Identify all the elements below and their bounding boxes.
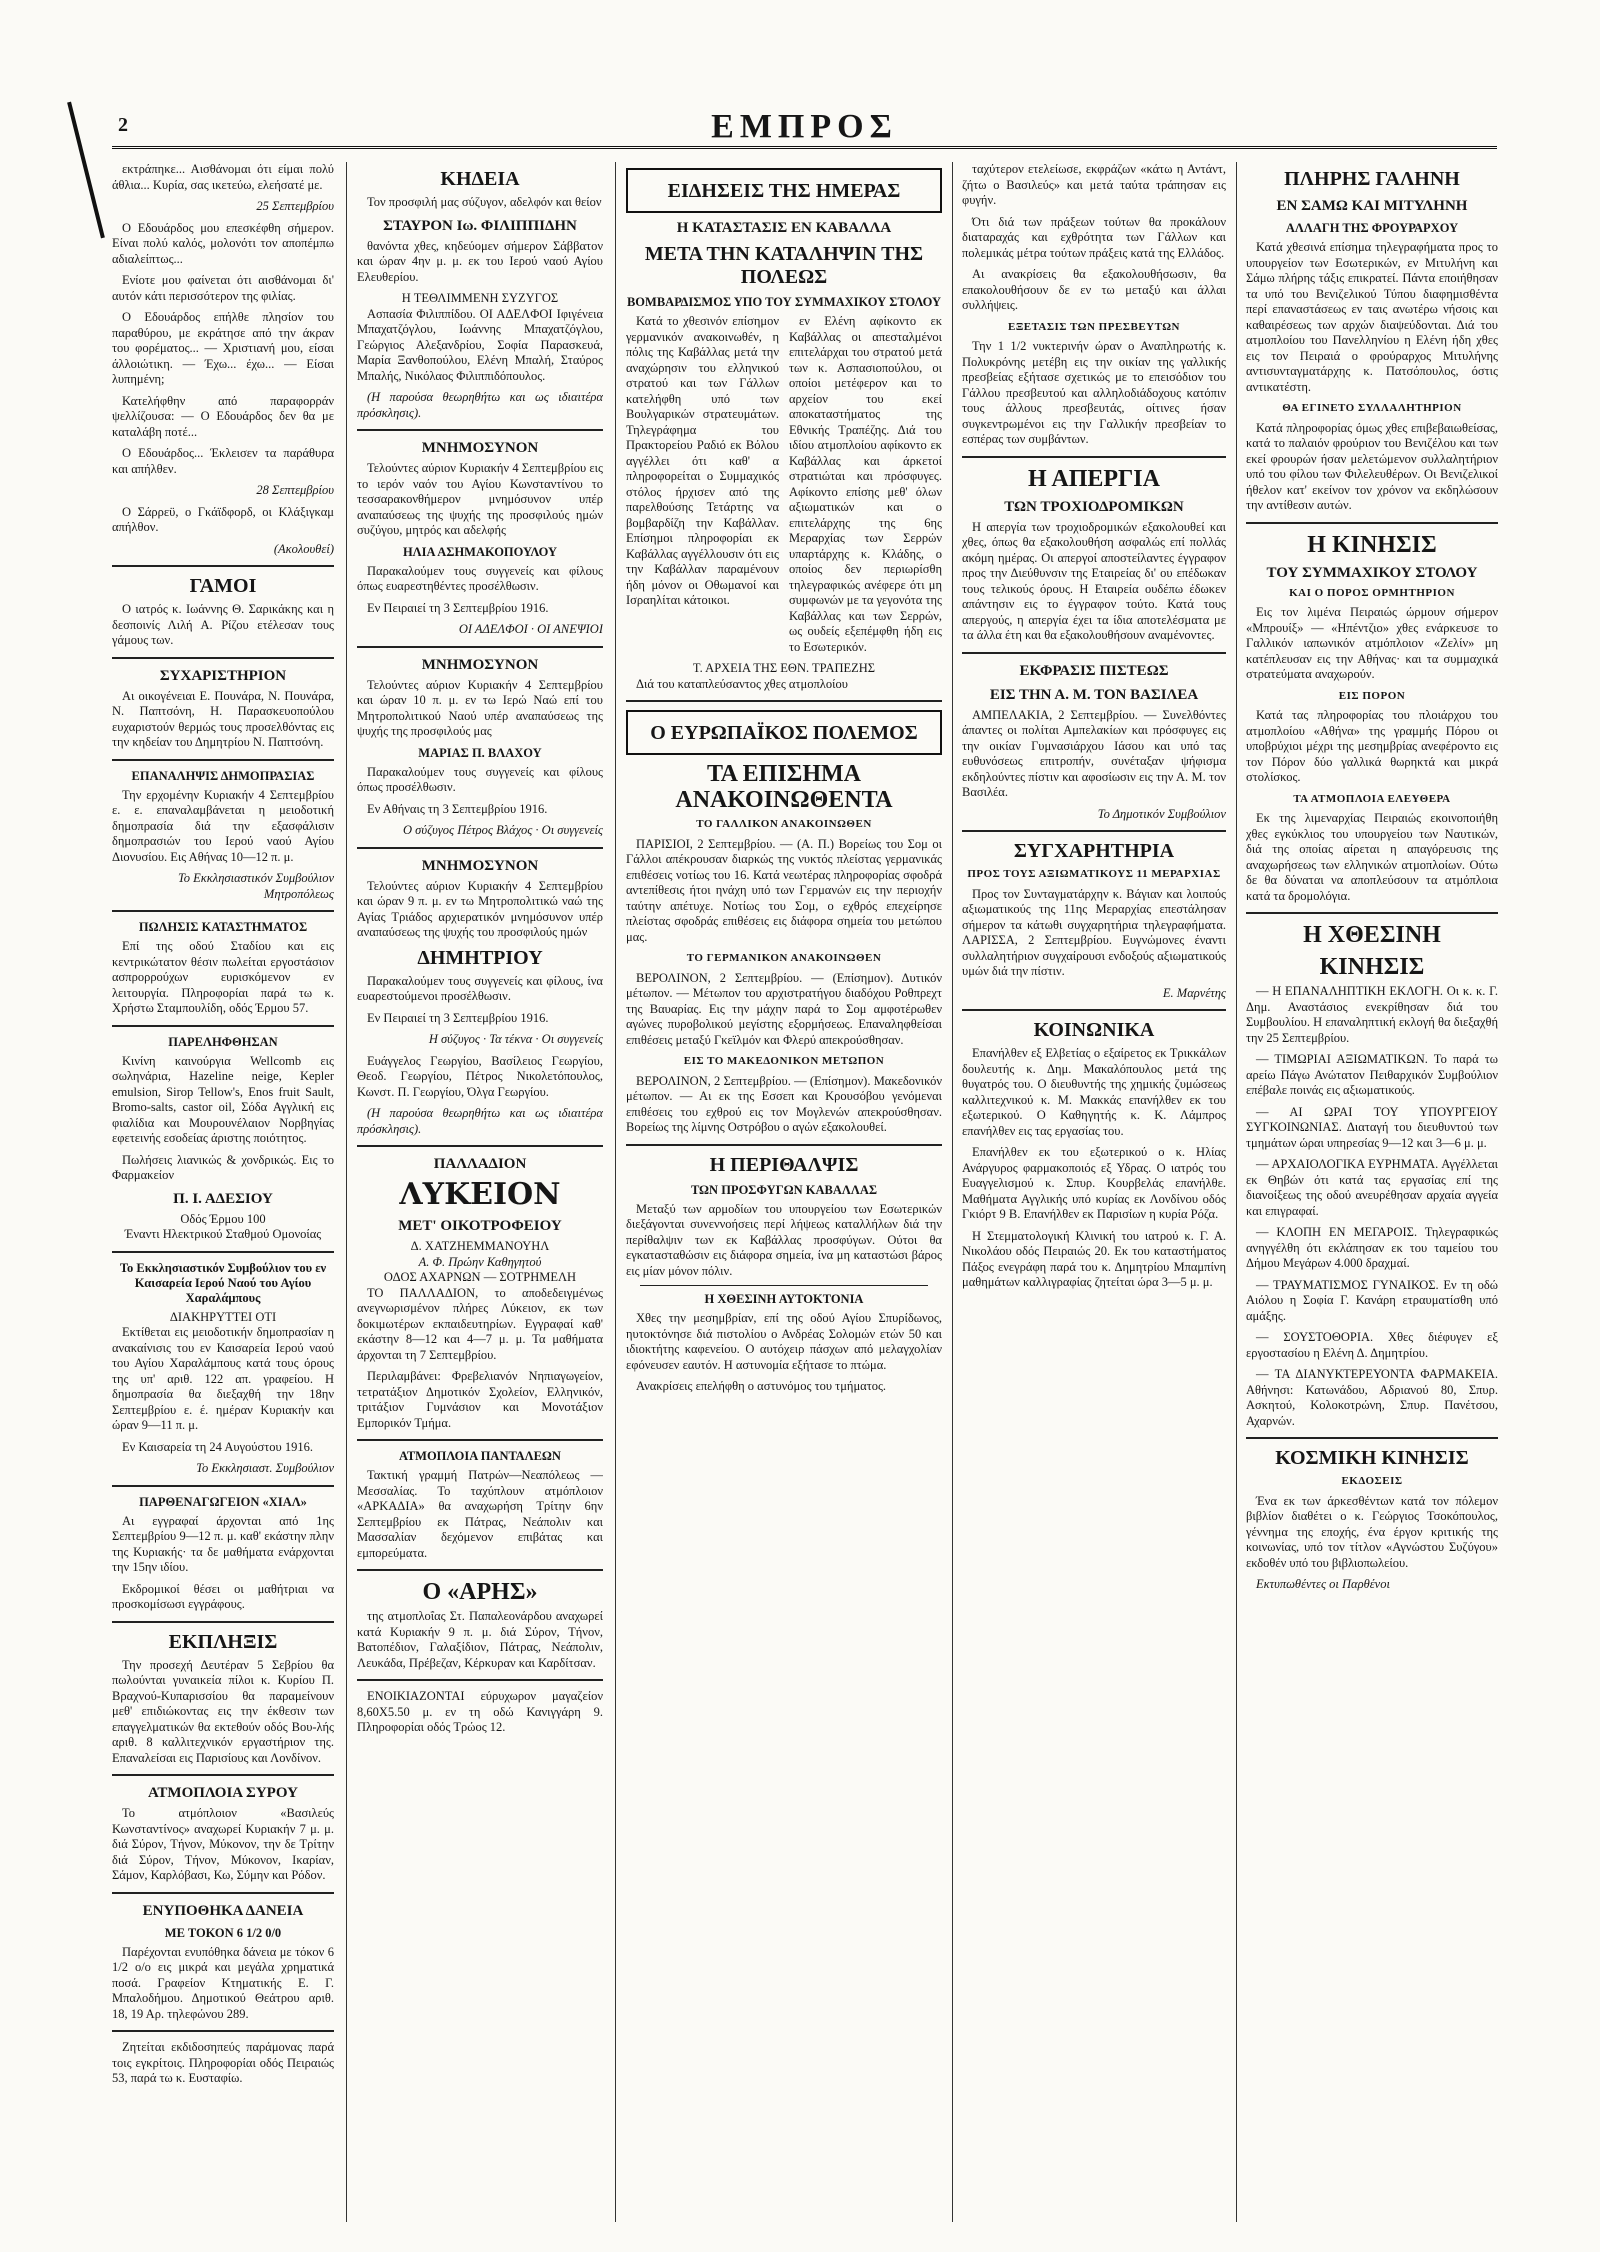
column-rule bbox=[1236, 162, 1237, 2222]
notice-text: Τελούντες αύριον Κυριακήν 4 Σεπτεμβρίου και ώραν 10 π. μ. εν τω Ιερώ Ναώ επί του Μητροπολιτικού Ναού υπέρ αναπαύσεως της ψυχής της προσφιλούς μας bbox=[357, 677, 603, 738]
column-5 bbox=[1246, 162, 1498, 2222]
headline-sub: ΕΝ ΣΑΜΩ ΚΑΙ ΜΙΤΥΛΗΝΗ bbox=[1276, 198, 1468, 214]
notice-text: Την ερχομένην Κυριακήν 4 Σεπτεμβρίου ε. ε. επαναλαμβάνεται η μειοδοτική δημοπρασία διά την εξασφάλισιν δημοπρασιών του Ιερού ναού Αγίου Διονυσίου. Εις Αθήνας 10—12 π. μ. bbox=[112, 787, 334, 864]
divider bbox=[962, 456, 1226, 458]
dispatch-head: ΤΟ ΓΑΛΛΙΚΟΝ ΑΝΑΚΟΙΝΩΘΕΝ bbox=[696, 818, 872, 830]
headline-sub: ΕΙΣ ΤΗΝ Α. Μ. ΤΟΝ ΒΑΣΙΛΕΑ bbox=[989, 686, 1199, 703]
notice-signature: Το Εκκλησιαστ. Συμβούλιον bbox=[196, 1461, 334, 1475]
ad-text: Την προσεχή Δευτέραν 5 Σεβρίου θα πωλούνται γυναικεία πίλοι κ. Κυρίου Π. Βραχνού-Κυπαρισσίου θα παραμείνουν μεθ' επιδιώκοντας εις την έκθεσιν των επαγγελματικών θα εκτεθούν οδός Βου-λής αριθ. 8 καλλιτεχνικόν εργαστήριον της. Επαναλείσαι εις Παρισίους και Λονδίνον. bbox=[112, 1657, 334, 1765]
notice-text: Τελούντες αύριον Κυριακήν 4 Σεπτεμβρίου και ώραν 9 π. μ. εν τω Μητροπολιτικώ ναώ της Αγίας Τριάδος αρχιερατικόν μνημόσυνον υπέρ αναπαύσεως της ψυχής του προσφιλούς ημών bbox=[357, 878, 603, 939]
section-title: ΚΟΙΝΩΝΙΚΑ bbox=[1033, 1019, 1155, 1041]
notice-date: Εν Πειραιεί τη 3 Σεπτεμβρίου 1916. bbox=[367, 600, 549, 615]
headline: ΣΥΓΧΑΡΗΤΗΡΙΑ bbox=[1013, 840, 1175, 862]
two-column-article bbox=[626, 314, 942, 661]
notice-text: Αι οικογένειαι Ε. Πουνάρα, Ν. Πουνάρα, Ν. Παπτσόνη, Η. Παρασκευοπούλου ευχαριστούν θερμώς τους προσελθόντας εις την κηδείαν του Δημητρίου Ν. Παπτσόνη. bbox=[112, 688, 334, 749]
masthead-rule bbox=[112, 146, 1497, 149]
column-rule bbox=[952, 162, 953, 2222]
headline-sub: ΤΟΥ ΣΥΜΜΑΧΙΚΟΥ ΣΤΟΛΟΥ bbox=[1266, 564, 1478, 581]
article-text: Επανήλθεν εκ του εξωτερικού ο κ. Ηλίας Ανάργυρος φαρμακοποιός εξ Υδρας. Ο ιατρός του Ευαγγελισμού κ. Σπυρ. Κουρβελάς επανήλθε. Μαθήματα Αγγλικής υπό κυρίας εκ Λονδίνου οδός Γκιόρτ 9 Β. Επανήλθεν εκ Παρισίων η κυρία Ρόζα. bbox=[962, 1145, 1226, 1221]
divider bbox=[1246, 1437, 1498, 1439]
section-subtitle: ΕΚΔΟΣΕΙΣ bbox=[1341, 1475, 1403, 1487]
newspaper-title: ΕΜΠΡΟΣ bbox=[711, 108, 898, 145]
section-title: ΑΤΜΟΠΛΟΙΑ ΣΥΡΟΥ bbox=[148, 1785, 298, 1801]
headline-sub: ΤΩΝ ΠΡΟΣΦΥΓΩΝ ΚΑΒΑΛΛΑΣ bbox=[690, 1182, 878, 1197]
dispatch-head: ΕΙΣ ΠΟΡΟΝ bbox=[1338, 689, 1406, 702]
article-text: ΑΜΠΕΛΑΚΙΑ, 2 Σεπτεμβρίου. — Συνελθόντες άπαντες οι πολίται Αμπελακίων και πρόσφυγες εις την οικίαν Γυμνασιάρχου Ιάσου και υπό τας ευθυνόσεως επιτροπήν, συνέταξαν ψήφισμα εκδηλούντες πίστιν και αφοσίωσιν εις την Α. Μ. τον Βασιλέα. bbox=[962, 707, 1226, 799]
dispatch-head: ΕΞΕΤΑΣΙΣ ΤΩΝ ΠΡΕΣΒΕΥΤΩΝ bbox=[1007, 320, 1180, 333]
notice-note: (Η παρούσα θεωρηθήτω και ως ιδιαιτέρα πρόσκλησις). bbox=[357, 1106, 603, 1136]
section-title: ΚΗΔΕΙΑ bbox=[440, 168, 520, 190]
article-text: ταχύτερον ετελείωσε, εκφράζων «κάτω η Αντάντ, ζήτω ο Βασιλεύς» και μετά ταύτα τράπησαν εις φυγήν. bbox=[962, 162, 1226, 207]
serial-text: Κατελήφθην από παραφορράν ψελλίζουσα: — Ο Εδουάρδος δεν θα με καταλάβη ποτέ... bbox=[112, 393, 334, 439]
article-text: Εκτυπωθέντες οι Παρθένοι bbox=[1256, 1577, 1390, 1591]
divider bbox=[626, 1144, 942, 1146]
divider bbox=[357, 429, 603, 431]
divider bbox=[112, 910, 334, 912]
headline: Η ΧΘΕΣΙΝΗ ΑΥΤΟΚΤΟΝΙΑ bbox=[704, 1292, 864, 1306]
notice-text: Παρακαλούμεν τους συγγενείς και φίλους όπως προσέλθωσιν. bbox=[357, 764, 603, 794]
school-title: ΛΥΚΕΙΟΝ bbox=[399, 1177, 561, 1212]
notice-text: Ευάγγελος Γεωργίου, Βασίλειος Γεωργίου, Θεοδ. Γεωργίου, Πέτρος Νικολετόπουλος, Κωνστ. Π. Γεωργίου, Όλγα Γεωργίου. bbox=[357, 1053, 603, 1099]
column-4 bbox=[962, 162, 1226, 2222]
notice-text: Αι εγγραφαί άρχονται από 1ης Σεπτεμβρίου 9—12 π. μ. καθ' εκάστην πλην της Κυριακής· τα δε μαθήματα ενάρχονται την 15ην ιδίου. bbox=[112, 1513, 334, 1574]
masthead bbox=[112, 108, 1497, 148]
article-text: Η απεργία των τροχιοδρομικών εξακολουθεί και χθες, όπως θα εξακολουθήση ασφαλώς επί πολλάς ακόμη ημέρας. Οι απεργοί αποστείλαντες έγγραφον προς την Διεύθυνσιν της Εταιρείας δι' ου επέδωκαν τους τελικούς όρους. Η Εταιρεία ουδέπω έδωκεν απάντησιν εις το έγγραφον τούτο. Κατά τους απεργούς, η απεργία έχει τα ίδια αποτελέσματα με τα άλλα έτη και θα εξακολουθήσουν αναμένοντες. bbox=[962, 519, 1226, 642]
serial-text: εκτράπηκε... Αισθάνομαι ότι είμαι πολύ άθλια... Κυρία, σας ικετεύω, ελεήσατέ με. bbox=[112, 162, 334, 192]
headline-sub: ΑΛΛΑΓΗ ΤΗΣ ΦΡΟΥΡΑΡΧΟΥ bbox=[1285, 221, 1459, 235]
ad-text: Παρέχονται ενυπόθηκα δάνεια με τόκον 6 1/2 ο/ο εις μικρά και μεγάλα χρηματικά ποσά. Γραφείον Κτηματικής Ε. Γ. Μπαλοδήμου. Δημοτικού Θεάτρου αριθ. 18, 19 Αρ. τηλεφώνου 289. bbox=[112, 1944, 334, 2021]
page-number: 2 bbox=[118, 114, 128, 136]
headline-box bbox=[626, 168, 942, 213]
section-title: ΓΑΜΟΙ bbox=[189, 575, 257, 597]
divider bbox=[357, 1569, 603, 1571]
dispatch-head: ΘΑ ΕΓΙΝΕΤΟ ΣΥΛΛΑΛΗΤΗΡΙΟΝ bbox=[1282, 402, 1462, 414]
divider bbox=[112, 1892, 334, 1894]
news-item: — ΤΙΜΩΡΙΑΙ ΑΞΙΩΜΑΤΙΚΩΝ. Το παρά τω αρείω Πάγω Ανώτατον Πειθαρχικόν Συμβούλιον επέβαλε ποινάς εις αξιωματικούς. bbox=[1246, 1052, 1498, 1097]
article-text: Εκ της λιμεναρχίας Πειραιώς εκοινοποιήθη χθες εγκύκλιος του υπουργείου των Ναυτικών, διά της οποίας αίρεται η απαγόρευσις της αναχωρήσεως των ελληνικών ατμοπλοίων. Ούτω δε θα δύναται να αποπλεύσουν τα ατμόπλοια κατά τα δρομολόγια. bbox=[1246, 811, 1498, 903]
section-title: ΕΙΔΗΣΕΙΣ ΤΗΣ ΗΜΕΡΑΣ bbox=[667, 180, 901, 202]
column-2 bbox=[357, 162, 603, 2222]
notice-date: Εν Πειραιεί τη 3 Σεπτεμβρίου 1916. bbox=[367, 1010, 549, 1025]
section-title: ΚΟΣΜΙΚΗ ΚΙΝΗΣΙΣ bbox=[1275, 1447, 1469, 1469]
article-text: Διά του καταπλεύσαντος χθες ατμοπλοίου bbox=[636, 676, 848, 691]
deceased-name: ΔΗΜΗΤΡΙΟΥ bbox=[417, 946, 543, 969]
news-item: — ΑΙ ΩΡΑΙ ΤΟΥ ΥΠΟΥΡΓΕΙΟΥ ΣΥΓΚΟΙΝΩΝΙΑΣ. Διαταγή του διευθυντού των τμημάτων ώραι υπηρεσίας 9—12 και 3—6 μ. μ. bbox=[1246, 1104, 1498, 1150]
headline-sub: ΜΕΤΑ ΤΗΝ ΚΑΤΑΛΗΨΙΝ ΤΗΣ ΠΟΛΕΩΣ bbox=[644, 243, 924, 288]
divider bbox=[112, 1025, 334, 1027]
divider bbox=[357, 1439, 603, 1441]
notice-text: Τον προσφιλή μας σύζυγον, αδελφόν και θείον bbox=[367, 195, 602, 209]
dispatch-head: ΤΑ ΑΤΜΟΠΛΟΙΑ ΕΛΕΥΘΕΡΑ bbox=[1293, 792, 1451, 805]
notice-signature: Το Εκκλησιαστικόν Συμβούλιον Μητροπόλεως bbox=[177, 871, 334, 901]
divider bbox=[357, 1145, 603, 1147]
article-text: Ότι διά των πράξεων τούτων θα προκάλουν διαταραχάς και εχθρότητα των Γάλλων και πολεμικάς μέτρα τούτων πράξεις κατά της Ελλάδος. bbox=[962, 214, 1226, 260]
article-text: Η Στεμματολογική Κλινική του ιατρού κ. Γ. Α. Νικολάου οδός Πειραιώς 20. Εκ του καταστήματος Πάξος ενεγράφη παρά του κ. Δημητρίου Μπαμπίνη μαθημάτων καλλιγραφίας ζητείται ώρα 3—5 μ. μ. bbox=[962, 1228, 1226, 1289]
article-text: ΒΕΡΟΛΙΝΟΝ, 2 Σεπτεμβρίου. — (Επίσημον). Δυτικόν μέτωπον. — Μέτωπον του αρχιστρατήγου διαδόχου Ροθπρεχτ της Βαυαρίας. Εις την μάχην παρά το Σομ αμφοτέρωθεν αγώνες πυροβολικού μεγίστης εξορμήσεως. Επαναληφθείσαι επιθέσεις μεταξύ Γκεϊλμόν και Φλερύ απεκρούσθησαν. bbox=[626, 970, 942, 1047]
divider bbox=[112, 2030, 334, 2032]
notice-text: Παρακαλούμεν τους συγγενείς και φίλους όπως ευαρεστηθέντες προσέλθωσιν. bbox=[357, 563, 603, 593]
pharmacy-name: Π. Ι. ΑΔΕΣΙΟΥ bbox=[173, 1190, 273, 1207]
section-title: ΚΙΝΗΣΙΣ bbox=[1319, 954, 1425, 980]
headline: Η ΚΙΝΗΣΙΣ bbox=[1307, 531, 1437, 558]
pharmacy-location: Έναντι Ηλεκτρικού Σταθμού Ομονοίας bbox=[124, 1227, 322, 1241]
ad-text: ΤΟ ΠΑΛΛΑΔΙΟΝ, το αποδεδειγμένως ανεγνωρισμένον πλήρες Λύκειον, εκ των δοκιμωτέρων εκπαιδευτηρίων. Εγγραφαί καθ' εκάστην 8—12 και 4—7 μ. μ. Τα μαθήματα άρχονται τη 7 Σεπτεμβρίου. bbox=[357, 1285, 603, 1362]
section-title: Η ΧΘΕΣΙΝΗ bbox=[1303, 922, 1441, 948]
article-text: Προς τον Συνταγματάρχην κ. Βάγιαν και λοιπούς αξιωματικούς της 11ης Μεραρχίας επεστάλησαν σήμερον τα κάτωθι συγχαρητήρια τηλεγραφήματα. ΛΑΡΙΣΣΑ, 2 Σεπτεμβρίου. Ευγνώμονες έναντι συλλαλητήριον συγχαίρουσι ενδοξούς αξιωματικούς υμών διά την πίστιν. bbox=[962, 886, 1226, 978]
section-title: ΑΤΜΟΠΛΟΙΑ ΠΑΝΤΑΛΕΩΝ bbox=[399, 1449, 561, 1463]
section-title: Ο «ΑΡΗΣ» bbox=[422, 1579, 538, 1605]
news-item: — ΚΛΟΠΗ ΕΝ ΜΕΓΑΡΟΙΣ. Τηλεγραφικώς ανηγγέλθη ότι εκλάπησαν εκ του ταμείου του Δήμου Μεγάρων 4.000 δραχμαί. bbox=[1246, 1225, 1498, 1270]
ad-text: της ατμοπλοΐας Στ. Παπαλεονάρδου αναχωρεί κατά Κυριακήν 9 π. μ. διά Σύρον, Τήνον, Βατοπέδιον, Γαλαξίδιον, Πάτρας, Νεάπολιν, Λευκάδα, Πρέβεζαν, Κέρκυραν και Καρδίτσαν. bbox=[357, 1609, 603, 1670]
news-item: — ΤΡΑΥΜΑΤΙΣΜΟΣ ΓΥΝΑΙΚΟΣ. Εν τη οδώ Αιόλου η Σοφία Γ. Κανάρη ετραυματίσθη υπό αμάξης. bbox=[1246, 1277, 1498, 1323]
notice-date: Εν Καισαρεία τη 24 Αυγούστου 1916. bbox=[122, 1439, 313, 1454]
divider bbox=[112, 1774, 334, 1776]
article-text: ΒΕΡΟΛΙΝΟΝ, 2 Σεπτεμβρίου. — (Επίσημον). Μακεδονικόν μέτωπον. — Αι εκ της Εσσεπ και Κρουσόβου γενόμεναι επιθέσεις του εχθρού εις τον Μογλενών απεκρούσθησαν. Βορείως της λίμνης Οστρόβου ο αγών εξακολουθεί. bbox=[626, 1073, 942, 1134]
headline: Η ΚΑΤΑΣΤΑΣΙΣ ΕΝ ΚΑΒΑΛΛΑ bbox=[676, 220, 892, 236]
divider bbox=[626, 700, 942, 702]
headline-sub: ΚΑΙ Ο ΠΟΡΟΣ ΟΡΜΗΤΗΡΙΟΝ bbox=[1289, 586, 1455, 599]
article-text: Κατά το χθεσινόν επίσημον γερμανικόν ανακοινωθέν, η πόλις της Καβάλλας μετά την αναχώρησιν του ελληνικού στρατού και των Γάλλων κατελήφθη υπό των Βουλγαρικών στρατευμάτων. Τηλεγράφημα του Πρακτορείου Ραδιό εκ Βόλου αγγέλλει ότι καθ' α πληροφορείται ο Συμμαχικός στόλος ήρχισεν από της παρελθούσης Τετάρτης να βομβαρδίζη την Καβάλλαν. Επίσημοι πληροφορίαι εκ Καβάλλας αγγέλλουσιν ότι εις την Καβάλλαν παραμένουν ήδη μόνον οι Οθωμανοί και Ισραηλίται κάτοικοι. bbox=[626, 314, 779, 607]
section-title: ΜΝΗΜΟΣΥΝΟΝ bbox=[421, 440, 539, 456]
divider bbox=[357, 1679, 603, 1681]
headline: Ο ΕΥΡΩΠΑΪΚΟΣ ΠΟΛΕΜΟΣ bbox=[650, 722, 918, 744]
school-director: Δ. ΧΑΤΖΗΕΜΜΑΝΟΥΗΛ bbox=[410, 1239, 550, 1253]
divider bbox=[357, 646, 603, 648]
headline-sub: ΤΑ ΕΠΙΣΗΜΑ ΑΝΑΚΟΙΝΩΘΕΝΤΑ bbox=[675, 761, 893, 813]
pen-mark bbox=[67, 102, 105, 239]
news-item: — ΣΟΥΣΤΟΘΟΡΙΑ. Χθες διέφυγεν εξ εργοστασίου η Ελένη Δ. Δημητρίου. bbox=[1246, 1330, 1498, 1360]
notice-text: Ασπασία Φιλιππίδου. ΟΙ ΑΔΕΛΦΟΙ Ιφιγένεια Μπαχατζόγλου, Ιωάννης Μπαχατζόγλου, Γεώργιος Αλεξανδρίου, Σοφία Παρασκευά, Μαρία Ξανθοπούλου, Ελένη Μπαλή, Σταύρος Μπαλής, Νικόλαος Φιλιππιδόπουλος. bbox=[357, 306, 603, 383]
article-subhead: Τ. ΑΡΧΕΙΑ ΤΗΣ ΕΘΝ. ΤΡΑΠΕΖΗΣ bbox=[692, 661, 876, 675]
school-subtitle: ΜΕΤ' ΟΙΚΟΤΡΟΦΕΙΟΥ bbox=[398, 1218, 562, 1234]
divider bbox=[112, 1251, 334, 1253]
ad-text: Το ατμόπλοιον «Βασιλεύς Κωνσταντίνος» αναχωρεί Κυριακήν 7 μ. μ. διά Σύρον, Τήνον, Μύκονον, την δε Τρίτην διά Σύρον, Τήνον, Μύκονον, Ικαρίαν, Σάμον, Καρλόβασι, Κω, Σύμην και Ρόδον. bbox=[112, 1806, 334, 1882]
notice-text: Παρακαλούμεν τους συγγενείς και φίλους, ίνα ευαρεστούμενοι προσέλθωσιν. bbox=[357, 973, 603, 1003]
section-title: ΠΑΡΕΛΗΦΘΗΣΑΝ bbox=[168, 1034, 278, 1049]
headline-box bbox=[626, 710, 942, 755]
divider bbox=[112, 759, 334, 761]
headline: Η ΑΠΕΡΓΙΑ bbox=[1028, 465, 1160, 492]
school-address: ΟΔΟΣ ΑΧΑΡΝΩΝ — ΣΟΤΡΗΜΕΛΗ bbox=[383, 1270, 577, 1284]
ad-text: Περιλαμβάνει: Φρεβελιανόν Νηπιαγωγείον, τετρατάξιον Δημοτικόν Σχολείον, Ελληνικόν, τριτάξιον Γυμνάσιον και Μονοτάξιον Εμπορικόν Τμήμα. bbox=[357, 1369, 603, 1430]
serial-date: 28 Σεπτεμβρίου bbox=[256, 483, 334, 497]
section-title: ΕΚΠΛΗΞΙΣ bbox=[168, 1630, 278, 1653]
ad-text: ΕΝΟΙΚΙΑΖΟΝΤΑΙ εύρυχωρον μαγαζείον 8,60Χ5.50 μ. εν τη οδώ Κανιγγάρη 9. Πληροφορίαι οδός Τρώος 12. bbox=[357, 1689, 603, 1734]
divider bbox=[112, 565, 334, 567]
ad-text: Πωλήσεις λιανικώς & χονδρικώς. Εις το Φαρμακείον bbox=[112, 1152, 334, 1182]
article-text: ΠΑΡΙΣΙΟΙ, 2 Σεπτεμβρίου. — (Α. Π.) Βορείως του Σομ οι Γάλλοι απέκρουσαν διαρκώς της νυκτός πλείστας γερμανικάς επιθέσεις νοτίως του 16. Κατά νεωτέρας πληροφορίας σφοδρά αντεπίθεσις ήτοι ηνάχη υπό των Γερμανών εις την περιοχήν ταύτην απέτυχε. Νοτίως του Σομ, ο εχθρός επεχείρησε πλείστας σφοδράς επιθέσεις εις διάφορα σημεία του μετώπου μας. bbox=[626, 836, 942, 944]
article-text: Αι ανακρίσεις θα εξακολουθήσωσιν, θα επακολουθήσουν δε εν τω μεταξύ και άλλαι συλλήψεις. bbox=[962, 267, 1226, 312]
notice-text: Τελούντες αύριον Κυριακήν 4 Σεπτεμβρίου εις το ιερόν ναόν του Αγίου Κωνσταντίνου το τεσσαρακονθήμερον μνημόσυνον υπέρ αναπαύσεως της ψυχής της προσφιλούς ημών συζύγου, μητρός και αδελφής bbox=[357, 461, 603, 537]
notice-text: Επί της οδού Σταδίου και εις κεντρικώτατον θέσιν πωλείται εργοστάσιον ασπρορρούχων ευρισκόμενον εν λειτουργία. Πληροφορίαι παρά τω κ. Χρήστω Σταμπουλίδη, οδός Έρμου 57. bbox=[112, 939, 334, 1015]
divider bbox=[962, 830, 1226, 832]
notice-text: θανόντα χθες, κηδεύομεν σήμερον Σάββατον και ώραν 4ην μ. μ. εκ του Ιερού ναού Αγίου Ελευθερίου. bbox=[357, 238, 603, 284]
article-text: Επανήλθεν εξ Ελβετίας ο εξαίρετος εκ Τρικκάλων δουλευτής κ. Δημ. Μακαλόπουλος μετά της θυγατρός του. Ο διευθυντής της χημικής ζυμώσεως καλλιτεχνικού κ. Μ. Μακκάς επανήλθεν εκ του εξωτερικού. Ο Καθηγητής κ. Κ. Λάμπρος επανήλθεν εις τας εργασίας του. bbox=[962, 1046, 1226, 1138]
section-title: ΕΝΥΠΟΘΗΚΑ ΔΑΝΕΙΑ bbox=[142, 1902, 304, 1919]
article-text: Εις τον λιμένα Πειραιώς ώρμουν σήμερον «Μπρουίξ» — «Ηπέντζιο» χθες ενάρκευσε το Γαλλικόν ιαπωνικόν ατμόπλοιον «Ζελίν» μη κατέπλευσαν εις την Αθήνας· και τα συμμαχικά στρατεύματα αναχωρούν. bbox=[1246, 605, 1498, 681]
notice-signature: Η ΤΕΘΛΙΜΜΕΝΗ ΣΥΖΥΓΟΣ bbox=[401, 291, 559, 305]
serial-text: Ενίοτε μου φαίνεται ότι αισθάνομαι δι' αυτόν κάτι περισσότερον της φιλίας. bbox=[112, 273, 334, 303]
column-3 bbox=[626, 162, 942, 2222]
section-title: ΠΩΛΗΣΙΣ ΚΑΤΑΣΤΗΜΑΤΟΣ bbox=[138, 920, 308, 934]
divider bbox=[962, 652, 1226, 654]
headline: ΠΛΗΡΗΣ ΓΑΛΗΝΗ bbox=[1284, 168, 1460, 190]
section-subtitle: ΜΕ ΤΟΚΟΝ 6 1/2 0/0 bbox=[164, 1925, 282, 1940]
school-name: ΠΑΛΛΑΔΙΟΝ bbox=[433, 1156, 527, 1172]
notice-signature: ΟΙ ΑΔΕΛΦΟΙ · ΟΙ ΑΝΕΨΙΟΙ bbox=[458, 622, 603, 636]
news-item: — Η ΕΠΑΝΑΛΗΠΤΙΚΗ ΕΚΛΟΓΗ. Οι κ. κ. Γ. Δημ. Αναστάσιος ενεκρίθησαν διά του Συμβουλίου. Η επαναληπτική εκλογή θα διεξαχθή την 25 Σεπτεμβρίου. bbox=[1246, 984, 1498, 1045]
ad-text: Κινίνη καινούργια Wellcomb εις σωληνάρια, Hazeline neige, Kepler emulsion, Sirop Tellow's, Enos fruit Sault, Bromo-salts, castor oil, Σόδα Αγγλική εις φιαλίδια και Μουρουνέλαιον Νορβηγίας εφετεινής εσοδείας άριστης ποιότητος. bbox=[112, 1053, 334, 1145]
article-text: Κατά τας πληροφορίας του πλοιάρχου του ατμοπλοίου «Αθήνα» της γραμμής Πόρου οι υποβρύχιοι μέχρι της μεσημβρίας ανεφέροντο εις τον Πόρον δύο γαλλικά θωρηκτά και μικρά στολίσκος. bbox=[1246, 708, 1498, 784]
article-signature: Ε. Μαρνέτης bbox=[1162, 985, 1226, 1000]
news-item: — ΑΡΧΑΙΟΛΟΓΙΚΑ ΕΥΡΗΜΑΤΑ. Αγγέλλεται εκ Θηβών ότι κατά τας εργασίας επί της διανοίξεως της οδού ανευρέθησαν αρχαία αγγεία και επιγραφαί. bbox=[1246, 1157, 1498, 1218]
headline-sub: ΒΟΜΒΑΡΔΙΣΜΟΣ ΥΠΟ ΤΟΥ ΣΥΜΜΑΧΙΚΟΥ ΣΤΟΛΟΥ bbox=[626, 295, 942, 309]
article-text: εν Ελένη αφίκοντο εκ Καβάλλας οι απεσταλμένοι επιτελάρχαι του στρατού μετά των κ. Ασπασιοπούλου, οι οποίοι μετέφερον και το αρχείον του εκεί αποκαταστήματος της Εθνικής Τραπέζης. Διά του ιδίου ατμοπλοίου αφίκοντο εκ Καβάλλας και άρκετοί στρατιώται και πρόσφυγες. Αφίκοντο επίσης μεθ' όλων αξιωματικών και ο επιτελάρχης της 6ης Μεραρχίας των Σερρών υπαρτάρχης κ. Κλάδης, ο οποίος δεν περιωρίσθη τηλεγραφικώς ανέφερε ότι μη συμφωνών με τα γεγονότα της Καβάλλας και των Σερρών, ως ουδείς εξεπέμφθη ήδη εις το Εσωτερικόν. bbox=[789, 314, 942, 654]
dispatch-head: ΤΟ ΓΕΡΜΑΝΙΚΟΝ ΑΝΑΚΟΙΝΩΘΕΝ bbox=[686, 952, 882, 964]
section-title: ΠΑΡΘΕΝΑΓΩΓΕΙΟΝ «ΧΙΑΛ» bbox=[139, 1494, 307, 1509]
deceased-name: ΜΑΡΙΑΣ Π. ΒΛΑΧΟΥ bbox=[418, 745, 542, 760]
school-director-title: Α. Φ. Πρώην Καθηγητού bbox=[418, 1254, 542, 1269]
notice-text: Εκτίθεται εις μειοδοτικήν δημοπρασίαν η ανακαίνισις του εν Καισαρεία Ιερού ναού του Αγίου Χαραλάμπους κατά τους όρους της υπ' αριθ. 122 απ. γραφείου. Η δημοπρασία θα διεξαχθή την 18ην Σεπτεμβρίου ε. έ. ημέραν Κυριακήν και ώραν 9—11 π. μ. bbox=[112, 1325, 334, 1432]
serial-text: Ο Εδουάρδος μου επεσκέφθη σήμερον. Είναι πολύ καλός, μολονότι τον αποπέμπω αδιαλείπτως... bbox=[112, 220, 334, 266]
column-1 bbox=[112, 162, 334, 2222]
notice-date: Εν Αθήναις τη 3 Σεπτεμβρίου 1916. bbox=[367, 801, 548, 816]
divider bbox=[1246, 912, 1498, 914]
notice-subtitle: ΔΙΑΚΗΡΥΤΤΕΙ ΟΤΙ bbox=[169, 1309, 277, 1324]
dispatch-head: ΕΙΣ ΤΟ ΜΑΚΕΔΟΝΙΚΟΝ ΜΕΤΩΠΟΝ bbox=[683, 1055, 885, 1067]
serial-text: Ο Εδουάρδος επήλθε πλησίον του παραθύρου, με εκράτησε από την άκραν του φορέματος... — Χριστιανή μου, είσαι άλλοιώτικη. — Έχω... έχω... — Είσαι λυπημένη; bbox=[112, 310, 334, 386]
notice-signature: Ο σύζυγος Πέτρος Βλάχος · Οι συγγενείς bbox=[403, 823, 603, 837]
headline: ΕΚΦΡΑΣΙΣ ΠΙΣΤΕΩΣ bbox=[1019, 662, 1169, 679]
article-text: Κατά χθεσινά επίσημα τηλεγραφήματα προς το υπουργείον των Εσωτερικών, εν Μιτυλήνη και Σάμω πλήρης τάξις επικρατεί. Πάντα εποιήθησαν τα υπό του Βενιζελικού Τύπου διαφημισθέντα περί επαναστάσεως εν ταις ανωτέρω νήσοις και καθαιρέσεως των αρχών διαψεύδονται. Διά του ατμοπλοίου του Πανελληνίου η Ελένη ήδη χθες εις τον Πειραιά ο φρούραρχος Μιτυλήνης αντισυνταγματάρχης κ. Πατσόπουλος, όστις αντικατέστη. bbox=[1246, 240, 1498, 394]
notice-text: Ο ιατρός κ. Ιωάννης Θ. Σαρικάκης και η δεσποινίς Λιλή Α. Ρίζου ετέλεσαν τους γάμους των. bbox=[112, 602, 334, 647]
headline: Η ΠΕΡΙΘΑΛΨΙΣ bbox=[709, 1153, 859, 1176]
article-text: Μεταξύ των αρμοδίων του υπουργείου των Εσωτερικών διεξάγονται συνεννοήσεις περί λήψεως καταλλήλων διά την περίθαλψιν των εκ Καβάλλας προσφύγων. Ούτοι θα εγκατασταθώσιν εις διάφορα σημεία, ίνα μη καταστώσι βάρος εις μίαν μόνον πόλιν. bbox=[626, 1201, 942, 1278]
article-text: Χθες την μεσημβρίαν, επί της οδού Αγίου Σπυρίδωνος, ηυτοκτόνησε διά πιστολίου ο Ανδρέας Σολομών ετών 50 και ιδιοκτήτης καφενείου. Ο αυτόχειρ πάσχων από μελαγχολίαν εφόνευσεν εαυτόν. Η αστυνομία εξήτασε το πτώμα. bbox=[626, 1311, 942, 1372]
pharmacy-address: Οδός Έρμου 100 bbox=[180, 1211, 266, 1226]
ad-text: Ζητείται εκδιδοσηπεύς παράμονας παρά τοις εγκρίτοις. Πληροφορίαι οδός Πειραιώς 53, παρά τω κ. Ευσταφίω. bbox=[112, 2040, 334, 2085]
article-text: Την 1 1/2 νυκτερινήν ώραν ο Αναπληρωτής κ. Πολυκρόνης μετέβη εις την οικίαν της γαλλικής πρεσβείας εξήτασε σχετικώς με το επεισόδιον του Γάλλου πρεσβευτού και αλληλοδιάδοχους κατόπιν τους άλλους πρεσβευτάς, οίτινες ήσαν συγκεντρωμένοι εις την Γαλλικήν πρεσβείαν το εσπέρας των συμβάντων. bbox=[962, 339, 1226, 446]
section-title: ΜΝΗΜΟΣΥΝΟΝ bbox=[421, 857, 539, 874]
ad-text: Τακτική γραμμή Πατρών—Νεαπόλεως — Μεσσαλίας. Το ταχύπλουν ατμόπλοιον «ΑΡΚΑΔΙΑ» θα αναχωρήση Τρίτην 6ην Σεπτεμβρίου εκ Πάτρας, Νεάπολιν και Μασσαλίαν δεχόμενον επιβάτας και εμπορεύματα. bbox=[357, 1468, 603, 1560]
article-text: Ανακρίσεις επελήφθη ο αστυνόμος του τμήματος. bbox=[636, 1379, 887, 1393]
divider bbox=[1246, 522, 1498, 524]
headline-sub: ΤΩΝ ΤΡΟΧΙΟΔΡΟΜΙΚΩΝ bbox=[1004, 498, 1184, 515]
divider bbox=[112, 1485, 334, 1487]
article-text: Ένα εκ των άρκεσθέντων κατά τον πόλεμον βιβλίον διαθέτει ο κ. Γεώργιος Τσοκόπουλος, γέννημα της εποχής, ένα έργον κριτικής της κοινωνίας, υπό τον τίτλον «Αγνώστου Συζύγου» εκδοθέν υπό του βιβλιοπωλείου. bbox=[1246, 1493, 1498, 1570]
headline-sub: ΠΡΟΣ ΤΟΥΣ ΑΞΙΩΜΑΤΙΚΟΥΣ 11 ΜΕΡΑΡΧΙΑΣ bbox=[967, 868, 1221, 880]
column-rule bbox=[615, 162, 616, 2222]
divider bbox=[112, 657, 334, 659]
deceased-name: ΗΛΙΑ ΑΣΗΜΑΚΟΠΟΥΛΟΥ bbox=[402, 544, 558, 559]
divider bbox=[962, 1009, 1226, 1011]
notice-text: Εκδρομικοί θέσει οι μαθήτριαι να προσκομίσωσι εγγράφους. bbox=[112, 1581, 334, 1611]
notice-note: (Η παρούσα θεωρηθήτω και ως ιδιαιτέρα πρόσκλησις). bbox=[357, 390, 603, 420]
section-title: ΕΠΑΝΑΛΗΨΙΣ ΔΗΜΟΠΡΑΣΙΑΣ bbox=[131, 768, 315, 783]
serial-text: Ο Σάρρεϋ, ο Γκάϊδφορδ, οι Κλάξιγκαμ απήλθον. bbox=[112, 504, 334, 534]
news-item: — ΤΑ ΔΙΑΝΥΚΤΕΡΕΥΟΝΤΑ ΦΑΡΜΑΚΕΙΑ. Αθήνησι: Κατωνάδου, Αδριανού 80, Σπυρ. Ασκητού, Κολοκοτρώνη, Σπυρ. Πανέτσου, Αχαρνών. bbox=[1246, 1367, 1498, 1428]
section-title: Το Εκκλησιαστικόν Συμβούλιον του εν Καισαρεία Ιερού Ναού του Αγίου Χαραλάμπους bbox=[119, 1260, 327, 1305]
article-signature: Το Δημοτικόν Συμβούλιον bbox=[1097, 806, 1226, 821]
divider bbox=[112, 1621, 334, 1623]
serial-continued: (Ακολουθεί) bbox=[273, 541, 334, 556]
section-title: ΣΥΧΑΡΙΣΤΗΡΙΟΝ bbox=[159, 667, 287, 684]
article-text: Κατά πληροφορίας όμως χθες επιβεβαιωθείσας, κατά το παλαιόν φρούριον του Βενιζέλου και των εκεί φρουρών ήσαν μελετώμενον συλλαλητήριον υπό του φίλου των Φιλελευθέρων. Οι Βενιζελικοί ήθελον κατ' εκείνον τον χρόνον να εκδηλώσουν την αντίθεσιν αυτών. bbox=[1246, 420, 1498, 512]
serial-text: Ο Εδουάρδος... Έκλεισεν τα παράθυρα και απήλθεν. bbox=[112, 446, 334, 476]
serial-date: 25 Σεπτεμβρίου bbox=[256, 199, 334, 213]
section-title: ΜΝΗΜΟΣΥΝΟΝ bbox=[421, 656, 539, 673]
notice-signature: Η σύζυγος · Τα τέκνα · Οι συγγενείς bbox=[428, 1032, 603, 1046]
divider bbox=[640, 1285, 928, 1286]
column-rule bbox=[346, 162, 347, 2222]
deceased-name: ΣΤΑΥΡΟΝ Ιω. ΦΙΛΙΠΠΙΔΗΝ bbox=[383, 217, 577, 234]
divider bbox=[357, 847, 603, 849]
